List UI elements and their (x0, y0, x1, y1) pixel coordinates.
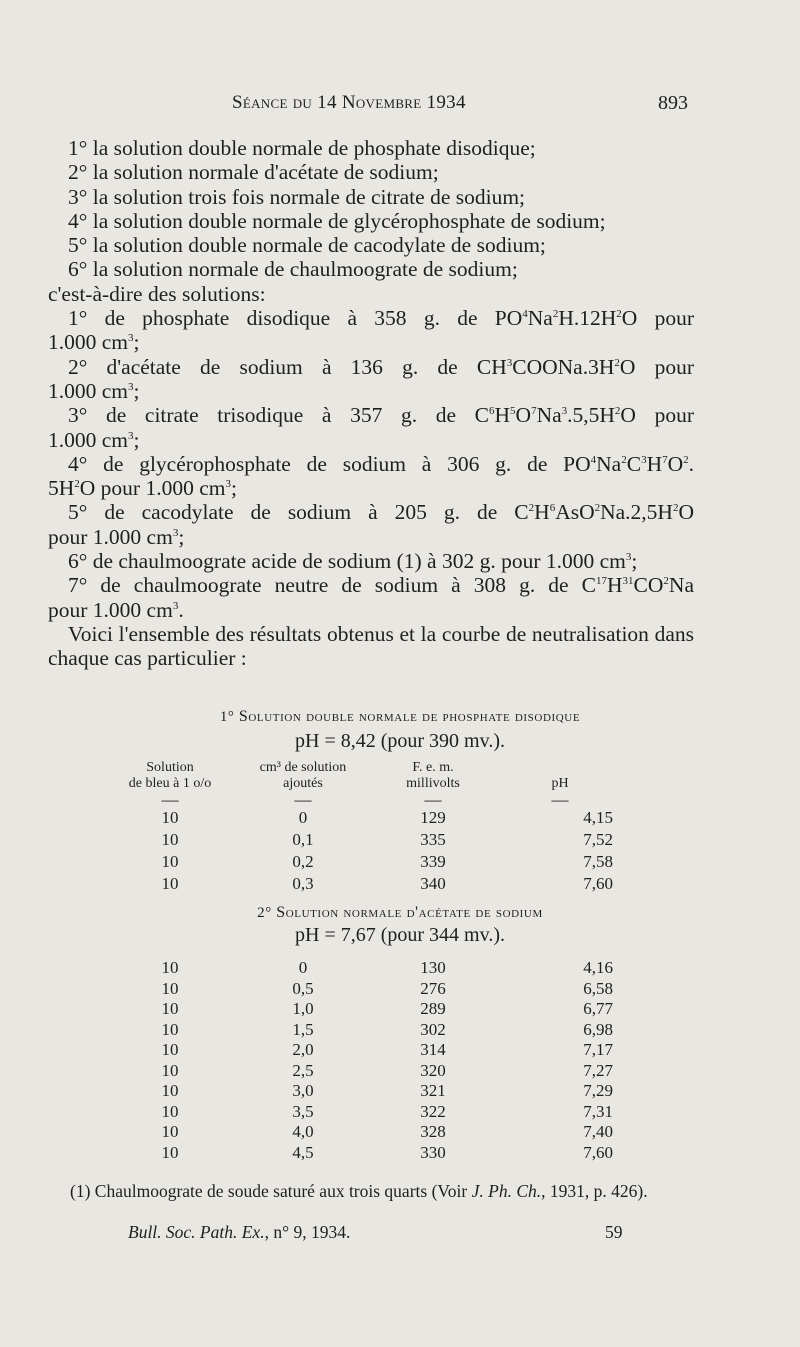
table1-subtitle: pH = 8,42 (pour 390 mv.). (295, 730, 505, 752)
table-row: 10 0,2 339 7,58 (161, 852, 613, 871)
table-row: 10 1,0 289 6,77 (161, 999, 613, 1018)
footnote: (1) Chaulmoograte de soude saturé aux trois quarts (Voir J. Ph. Ch., 1931, p. 426). (70, 1181, 648, 1201)
table2-title: 2° Solution normale d'acétate de sodium (257, 904, 543, 921)
table-row: 10 1,5 302 6,98 (161, 1019, 613, 1039)
list-item: 5° la solution double normale de cacodylate de sodium; (68, 233, 546, 258)
solution-item-2: 2° d'acétate de sodium à 136 g. de $CH^3COONa.3H^2O$ pour (68, 354, 694, 379)
col-header-ph: pH (551, 776, 569, 791)
col-header-fem: F. e. m. millivolts (406, 760, 460, 791)
solution-item-7: 7° de chaulmoograte neutre de sodium à 308 g. de $C^{17}H^{31}CO^2Na$ (68, 573, 694, 598)
solution-item-2-cont: 1.000 $cm^3$; (48, 378, 140, 403)
col-header-solution: Solution de bleu à 1 o/o (128, 760, 212, 791)
table-row: 10 0 130 4,16 (161, 958, 613, 977)
solution-item-3-cont: 1.000 $cm^3$; (48, 427, 140, 452)
solution-item-5: 5° de cacodylate de sodium à 205 g. de $C^2H^6AsO^2Na.2,5H^2O$ (68, 500, 694, 525)
header-dash: — (424, 790, 442, 809)
table2-subtitle: pH = 7,67 (pour 344 mv.). (295, 924, 505, 946)
signature-mark: 59 (605, 1222, 623, 1242)
table-row: 10 2,0 314 7,17 (161, 1040, 613, 1059)
header-dash: — (551, 790, 569, 809)
table-row: 10 0 129 4,15 (161, 808, 613, 827)
list-item: 1° la solution double normale de phosphate disodique; (68, 136, 536, 160)
solution-item-4: 4° de glycérophosphate de sodium à 306 g. de $PO^4Na^2C^3H^7O^2$. (68, 451, 694, 476)
journal-reference: Bull. Soc. Path. Ex., n° 9, 1934. (128, 1222, 351, 1242)
table-row: 10 0,5 276 6,58 (161, 978, 613, 998)
list-item: 6° la solution normale de chaulmoograte de sodium; (68, 257, 518, 282)
table-row: 10 3,0 321 7,29 (161, 1081, 613, 1100)
list-item: 2° la solution normale d'acétate de sodium; (68, 160, 439, 185)
col-header-cm3: cm³ de solution ajoutés (259, 760, 347, 791)
body-text (48, 136, 694, 671)
table1-title: 1° Solution double normale de phosphate disodique (219, 708, 581, 725)
table-row: 10 0,3 340 7,60 (161, 874, 613, 893)
header-title: Séance du 14 Novembre 1934 (232, 92, 466, 113)
table-row: 10 0,1 335 7,52 (161, 830, 613, 849)
running-header (0, 92, 800, 122)
header-dash: — (294, 790, 312, 809)
solution-item-6: 6° de chaulmoograte acide de sodium (1) à 302 g. pour 1.000 $cm^3$; (68, 549, 638, 574)
list-item: 4° la solution double normale de glycérophosphate de sodium; (68, 208, 606, 233)
intro-line: c'est-à-dire des solutions: (48, 281, 266, 306)
table-row: 10 3,5 322 7,31 (161, 1101, 613, 1121)
table-row: 10 4,5 330 7,60 (161, 1142, 613, 1162)
table-row: 10 2,5 320 7,27 (161, 1060, 613, 1080)
list-item: 3° la solution trois fois normale de citrate de sodium; (68, 184, 526, 209)
header-dash: — (161, 790, 179, 809)
solution-item-1-cont: 1.000 $cm^3$; (48, 330, 140, 355)
solution-item-5-cont: pour 1.000 $cm^3$; (48, 524, 185, 549)
solution-item-7-cont: pour 1.000 $cm^3$. (48, 597, 184, 622)
page-number: 893 (658, 92, 688, 114)
table-row: 10 4,0 328 7,40 (161, 1122, 613, 1141)
conclusion-paragraph: Voici l'ensemble des résultats obtenus et la courbe de neutralisation dans chaque cas particulier : (48, 621, 694, 671)
solution-item-4-cont: $5H^2O$ pour 1.000 $cm^3$; (48, 476, 237, 501)
solution-item-3: 3° de citrate trisodique à 357 g. de $C^6H^5O^7Na^3.5,5H^2O$ pour (68, 403, 694, 428)
solution-item-1: 1° de phosphate disodique à 358 g. de $PO^4Na^2H.12H^2O$ pour (68, 306, 695, 331)
